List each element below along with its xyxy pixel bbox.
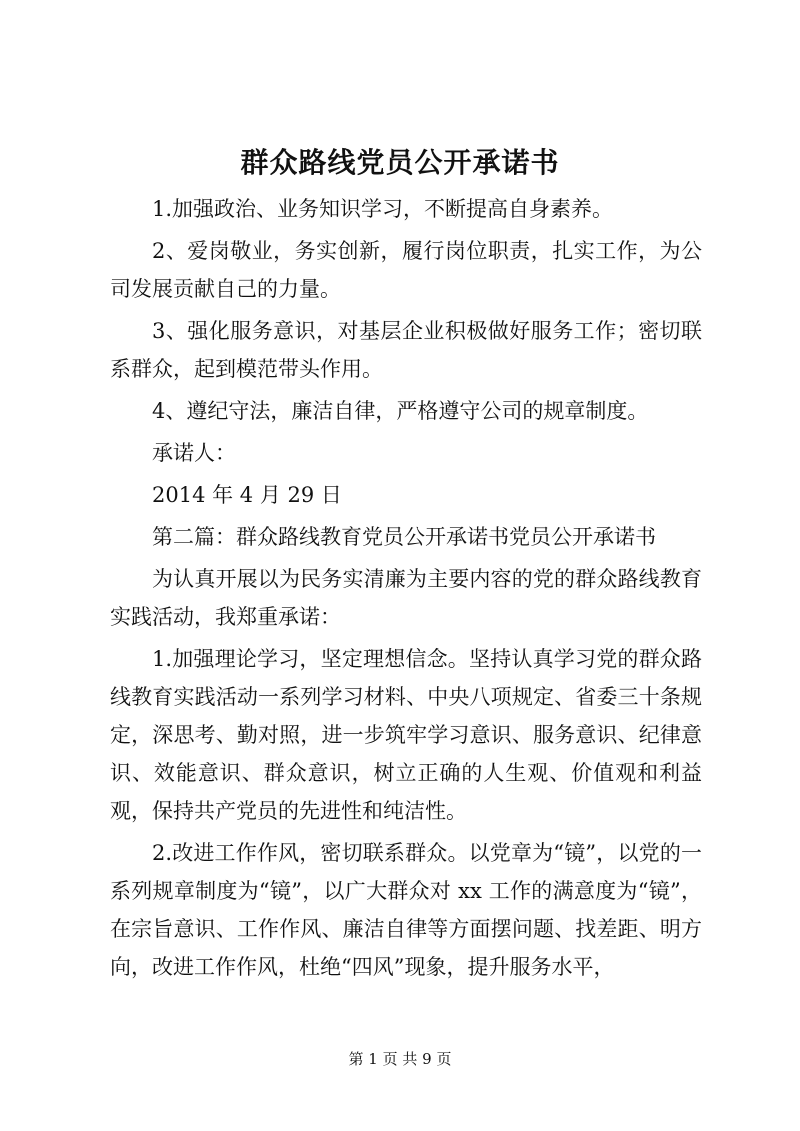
paragraph-2: 2、爱岗敬业，务实创新，履行岗位职责，扎实工作，为公司发展贡献自己的力量。	[110, 239, 702, 301]
section-heading: 第二篇：群众路线教育党员公开承诺书党员公开承诺书	[152, 525, 656, 549]
paragraph-3: 3、强化服务意识，对基层企业积极做好服务工作；密切联系群众，起到模范带头作用。	[110, 319, 702, 381]
date-line: 2014 年 4 月 29 日	[152, 483, 342, 507]
document-title: 群众路线党员公开承诺书	[240, 146, 560, 179]
paragraph-4: 4、遵纪守法，廉洁自律，严格遵守公司的规章制度。	[152, 399, 649, 423]
document-body	[110, 190, 702, 990]
paragraph-1: 1.加强政治、业务知识学习，不断提高自身素养。	[152, 197, 614, 221]
signatory-label: 承诺人：	[152, 441, 236, 465]
paragraph-5: 1.加强理论学习，坚定理想信念。坚持认真学习党的群众路线教育实践活动一系列学习材料、中央八项规定、省委三十条规定，深思考、勤对照，进一步筑牢学习意识、服务意识、纪律意识、效能意识、群众意识，树立正确的人生观、价值观和利益观，保持共产党员的先进性和纯洁性。	[110, 647, 702, 823]
paragraph-intro: 为认真开展以为民务实清廉为主要内容的党的群众路线教育实践活动，我郑重承诺：	[110, 567, 702, 629]
paragraph-6: 2.改进工作作风，密切联系群众。以党章为“镜”，以党的一系列规章制度为“镜”，以广大群众对 xx 工作的满意度为“镜”，在宗旨意识、工作作风、廉洁自律等方面摆问题、找差距、明方向，改进工作作风，杜绝“四风”现象，提升服务水平，	[110, 841, 702, 979]
page-footer: 第 1 页 共 9 页	[348, 1050, 452, 1068]
